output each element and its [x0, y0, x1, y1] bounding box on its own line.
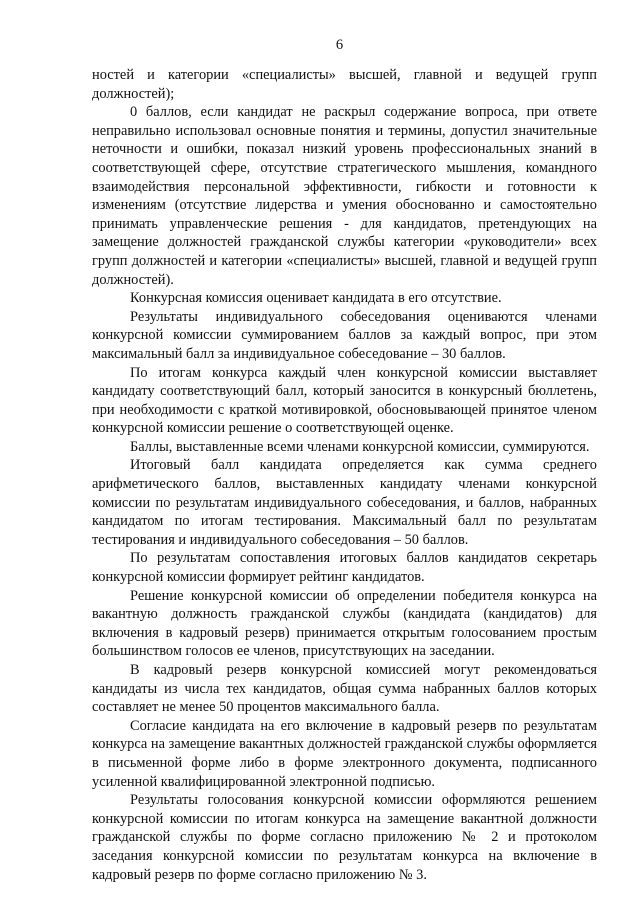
page-number: 6	[335, 37, 344, 53]
paragraph-voting-results: Результаты голосования конкурсной комиссии оформляются решением конкурсной комиссии по итогам конкурса на замещение вакантной должности гражданской службы по форме согласно приложению № 2 и протоколом заседания конкурсной комиссии по результатам конкурса на включение в кадровый резерв по форме согласно приложению № 3.	[92, 792, 597, 883]
paragraph-absence-evaluation: Конкурсная комиссия оценивает кандидата в его отсутствие.	[130, 290, 502, 307]
paragraph-reserve-recommendation: В кадровый резерв конкурсной комиссией могут рекомендоваться кандидаты из числа тех кандидатов, общая сумма набранных баллов которых составляет не менее 50 процентов максимального балла.	[92, 662, 597, 716]
paragraph-member-score: По итогам конкурса каждый член конкурсной комиссии выставляет кандидату соответствующий балл, который заносится в конкурсный бюллетень, при необходимости с краткой мотивировкой, обосновывающей принятое членом конкурсной комиссии решение о соответствующей оценке.	[92, 364, 597, 437]
paragraph-rating: По результатам сопоставления итоговых баллов кандидатов секретарь конкурсной комиссии формирует рейтинг кандидатов.	[92, 550, 597, 586]
paragraph-interview-results: Результаты индивидуального собеседования оцениваются членами конкурсной комиссии суммированием баллов за каждый вопрос, при этом максимальный балл за индивидуальное собеседование – 30 баллов.	[92, 308, 597, 362]
paragraph-reserve-consent: Согласие кандидата на его включение в кадровый резерв по результатам конкурса на замещение вакантных должностей гражданской службы оформляется в письменной форме либо в форме электронного документа, подписанного усиленной квалифицированной электронной подписью.	[92, 717, 597, 790]
paragraph-score-sum: Баллы, выставленные всеми членами конкурсной комиссии, суммируются.	[130, 438, 590, 455]
paragraph-zero-points: 0 баллов, если кандидат не раскрыл содержание вопроса, при ответе неправильно использовал основные понятия и термины, допустил значительные неточности и ошибки, показал низкий уровень профессиональных знаний в соответствующей сфере, отсутствие стратегического мышления, командного взаимодействия персональной эффективности, гибкости и готовности к изменениям (отсутствие лидерства и умения обоснованно и самостоятельно принимать управленческие решения - для кандидатов, претендующих на замещение должностей гражданской службы категории «руководители» всех групп должностей и категории «специалисты» высшей, главной и ведущей групп должностей).	[92, 104, 597, 288]
paragraph-continuation: ностей и категории «специалисты» высшей, главной и ведущей групп должностей);	[92, 67, 597, 102]
paragraph-final-score: Итоговый балл кандидата определяется как сумма среднего арифметического баллов, выставленных кандидату членами конкурсной комиссии по результатам индивидуального собеседования, и баллов, набранных кандидатом по итогам тестирования. Максимальный балл по результатам тестирования и индивидуального собеседования – 50 баллов.	[92, 457, 597, 548]
paragraph-winner-decision: Решение конкурсной комиссии об определении победителя конкурса на вакантную должность гражданской службы (кандидата (кандидатов) для включения в кадровый резерв) принимается открытым голосованием простым большинством голосов ее членов, присутствующих на заседании.	[92, 587, 597, 660]
